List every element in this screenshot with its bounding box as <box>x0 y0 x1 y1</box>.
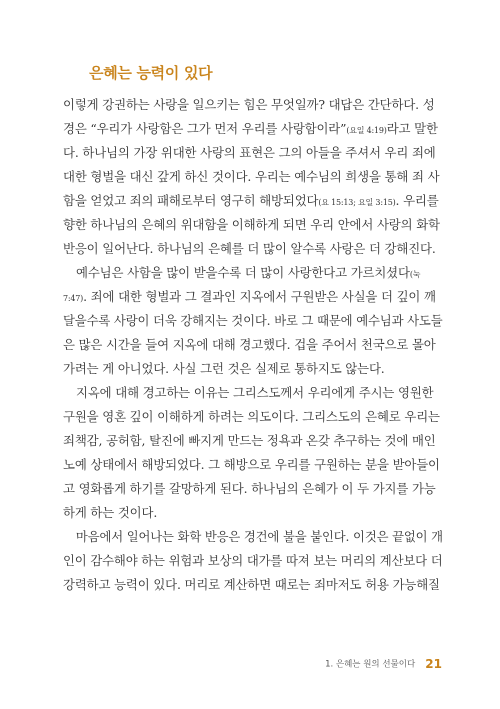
line-text: 이렇게 강권하는 사랑을 일으키는 힘은 무엇일까? 대답은 간단하다. 성 <box>63 97 435 112</box>
running-footer-label: 1. 은혜는 원의 선물이다 <box>325 659 416 670</box>
text-line <box>63 405 443 429</box>
line-text: 함을 얻었고 죄의 패해로부터 영구히 해방되었다 <box>63 193 319 208</box>
text-line <box>63 525 441 549</box>
text-line <box>63 165 443 189</box>
text-line <box>63 117 443 141</box>
line-text: 은 많은 시간을 들여 지옥에 대해 경고했다. 겁을 주어서 천국으로 몰아 <box>63 337 436 352</box>
text-line <box>63 189 443 213</box>
line-text: 구원을 영혼 깊이 이해하게 하려는 의도이다. 그리스도의 은혜로 우리는 <box>63 409 440 424</box>
line-text: 고 영화롭게 하기를 갈망하게 된다. 하나님의 은혜가 이 두 가지를 가능 <box>63 481 436 496</box>
scripture-reference: 7:47) <box>63 294 84 303</box>
text-line <box>63 477 443 501</box>
text-line <box>63 429 443 453</box>
section-heading: 은혜는 능력이 있다 <box>89 64 213 82</box>
line-text: 마음에서 일어나는 화학 반응은 경건에 불을 붙인다. 이것은 끝없이 개 <box>75 529 443 544</box>
text-line <box>63 573 443 597</box>
line-text: 반응이 일어난다. 하나님의 은혜를 더 많이 알수록 사랑은 더 강해진다. <box>63 241 436 256</box>
text-line <box>63 333 443 357</box>
line-text: 다. 하나님의 가장 위대한 사랑의 표현은 그의 아들을 주셔서 우리 죄에 <box>63 145 436 160</box>
text-line <box>63 381 443 405</box>
line-text: 노예 상태에서 해방되었다. 그 해방으로 우리를 구원하는 분을 받아들이 <box>63 457 440 472</box>
text-line <box>63 501 443 525</box>
line-text-continued: . 우리를 <box>395 193 439 208</box>
scripture-reference: (요일 4:19) <box>346 126 387 135</box>
text-line <box>63 285 443 309</box>
text-line <box>63 357 443 381</box>
line-text: 가려는 게 아니었다. 사실 그런 것은 실제로 통하지도 않는다. <box>63 361 385 376</box>
line-text: 하게 하는 것이다. <box>63 505 158 520</box>
line-text: 인이 감수해야 하는 위험과 보상의 대가를 따져 보는 머리의 계산보다 더 <box>63 553 443 568</box>
text-line <box>63 261 443 285</box>
line-text: 대한 형벌을 대신 갚게 하신 것이다. 우리는 예수님의 희생을 통해 죄 사 <box>63 169 440 184</box>
text-line <box>63 93 443 117</box>
page-number: 21 <box>425 656 442 671</box>
line-text: 향한 하나님의 은혜의 위대함을 이해하게 되면 우리 안에서 사랑의 화학 <box>63 217 440 232</box>
text-line <box>63 453 443 477</box>
scripture-reference: (눅 <box>409 270 421 279</box>
line-text: 지옥에 대해 경고하는 이유는 그리스도께서 우리에게 주시는 영원한 <box>76 385 434 400</box>
line-text-continued: 라고 말한 <box>386 121 438 136</box>
line-text-continued: . 죄에 대한 형벌과 그 결과인 지옥에서 구원받은 사실을 더 깊이 깨 <box>83 289 436 304</box>
line-text: 경은 “우리가 사랑함은 그가 먼저 우리를 사랑함이라” <box>63 121 347 136</box>
page-footer <box>325 653 442 672</box>
body-text <box>63 93 443 597</box>
line-text: 예수님은 사함을 많이 받을수록 더 많이 사랑한다고 가르치셨다 <box>76 265 410 280</box>
text-line <box>63 237 443 261</box>
text-line <box>63 309 442 333</box>
text-line <box>63 549 442 573</box>
text-line <box>63 141 443 165</box>
scripture-reference: (요 15:13; 요일 3:15) <box>318 198 396 207</box>
line-text: 죄책감, 공허함, 탈진에 빠지게 만드는 정욕과 온갖 추구하는 것에 매인 <box>63 433 436 448</box>
text-line <box>63 213 443 237</box>
line-text: 달을수록 사랑이 더욱 강해지는 것이다. 바로 그 때문에 예수님과 사도들 <box>63 313 443 328</box>
line-text: 강력하고 능력이 있다. 머리로 계산하면 때로는 죄마저도 허용 가능해질 <box>63 577 440 592</box>
